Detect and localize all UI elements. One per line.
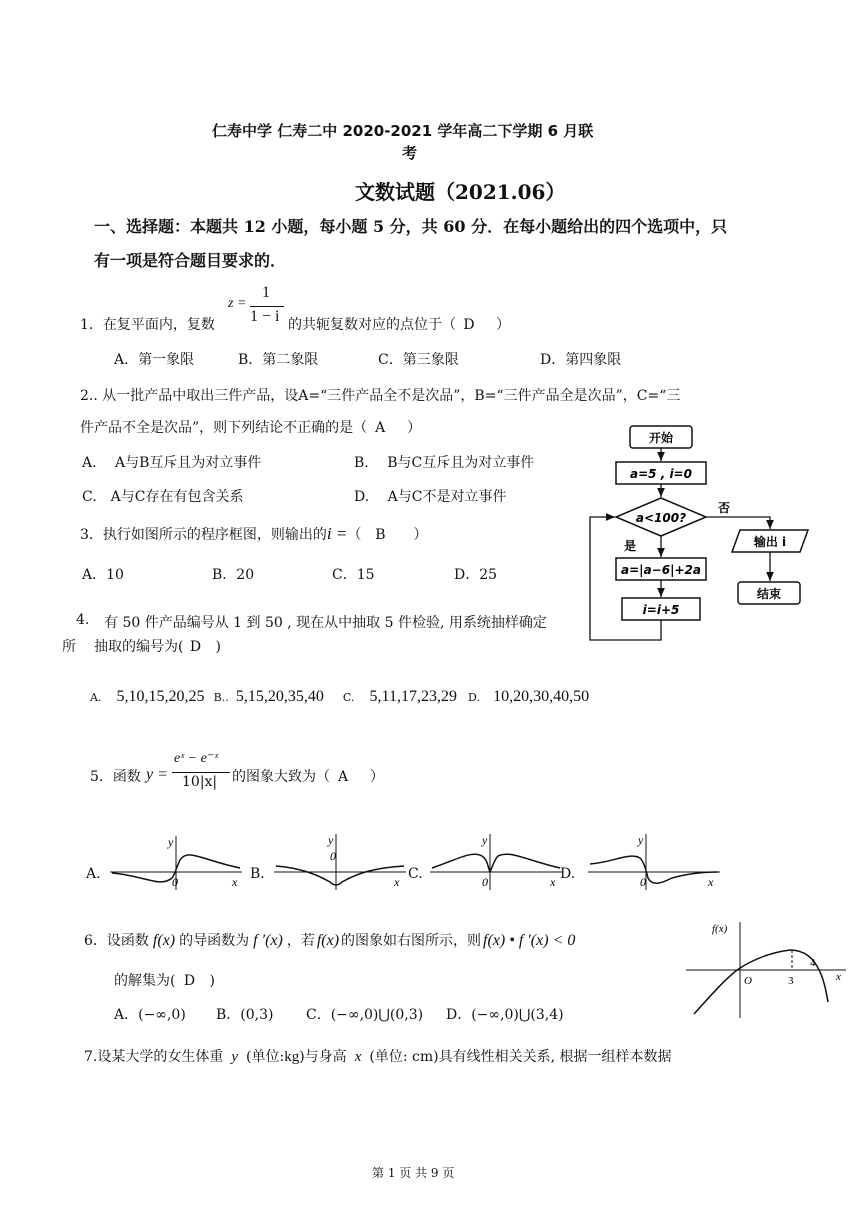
flowchart-start-label: 开始 — [648, 431, 674, 445]
q3-option-a: A．10 — [82, 567, 124, 583]
section-heading-line2: 有一项是符合题目要求的． — [94, 251, 287, 270]
q6-stem: 6．设函数 f(x) 的导函数为 f ′(x) ，若 f(x) 的图象如右图所示，则 f(x) • f ′(x) < 0 — [84, 932, 576, 949]
q4-answer: D — [189, 639, 202, 655]
svg-text:y: y — [168, 835, 174, 849]
q5-option-d-label: D. — [560, 866, 576, 882]
svg-text:y: y — [482, 833, 488, 847]
q2-stem: 2.. 从一批产品中取出三件产品，设A=“三件产品全不是次品”，B=“三件产品全是次品”，C=“三 — [80, 388, 681, 404]
svg-text:f(x): f(x) — [712, 923, 728, 935]
q3-stem: 3．执行如图所示的程序框图，则输出的i =（ B ） — [80, 524, 428, 543]
q3-option-c: C．15 — [332, 567, 375, 583]
flowchart — [580, 418, 840, 650]
q6-option-b: B．(0,3) — [216, 1007, 274, 1023]
q4-number: 4. — [76, 612, 90, 628]
q6-option-d: D．(−∞,0)⋃(3,4) — [446, 1007, 564, 1023]
q6-function-graph — [682, 918, 852, 1022]
section-heading: 一、选择题：本题共 12 小题，每小题 5 分，共 60 分．在每小题给出的四个选项中，只 — [94, 217, 728, 236]
q2-option-d: D. A与C不是对立事件 — [354, 489, 507, 505]
q7-stem: 7.设某大学的女生体重 y (单位:kg)与身高 x (单位: cm)具有线性相关关系, 根据一组样本数据 — [84, 1049, 672, 1065]
q5-graph-d — [584, 828, 724, 894]
q3-option-b: B．20 — [212, 567, 255, 583]
svg-text:x: x — [394, 875, 400, 889]
svg-text:x: x — [708, 875, 714, 889]
q1-answer: D — [463, 317, 475, 333]
q1-formula: z = 1 1 − i — [228, 288, 286, 328]
svg-text:3: 3 — [788, 975, 794, 987]
q5-formula: y = eˣ − e⁻ˣ 10|x| — [146, 752, 232, 796]
svg-text:0: 0 — [640, 875, 646, 889]
q5-graph-c — [426, 828, 566, 894]
svg-text:O: O — [744, 975, 752, 987]
svg-text:x: x — [836, 971, 841, 983]
q6-answer: D — [183, 973, 196, 989]
svg-text:4: 4 — [810, 957, 816, 969]
flowchart-no-label: 否 — [718, 501, 731, 515]
svg-text:y: y — [638, 833, 644, 847]
flowchart-step1-label: a=|a−6|+2a — [621, 563, 701, 577]
q6-stem-line2: 的解集为( D ) — [114, 973, 215, 989]
q1-option-d: D．第四象限 — [540, 352, 622, 368]
q1-stem-post: 的共轭复数对应的点位于（ D ） — [288, 317, 510, 333]
q5-stem-post: 的图象大致为（ A ） — [232, 769, 384, 785]
q1-option-b: B．第二象限 — [238, 352, 319, 368]
q4-options: A. 5,10,15,20,25 B.. 5,15,20,35,40 C. 5,11,17,23,29 D. 10,20,30,40,50 — [90, 688, 590, 705]
svg-text:0: 0 — [172, 875, 178, 889]
flowchart-step2-label: i=i+5 — [642, 603, 680, 617]
q2-option-c: C. A与C存在有包含关系 — [82, 489, 244, 505]
flowchart-init-label: a=5 , i=0 — [630, 467, 692, 481]
exam-subtitle: 文数试题（2021.06） — [355, 180, 566, 204]
q5-option-a-label: A. — [86, 866, 101, 882]
q2-option-b: B. B与C互斥且为对立事件 — [354, 455, 535, 471]
q5-stem: 5．函数 — [90, 769, 141, 785]
svg-text:x: x — [550, 875, 556, 889]
flowchart-end-label: 结束 — [756, 587, 782, 601]
svg-text:x: x — [232, 875, 238, 889]
page-number: 第 1 页 共 9 页 — [372, 1166, 455, 1180]
flowchart-condition-label: a<100? — [635, 511, 687, 525]
q6-option-c: C．(−∞,0)⋃(0,3) — [306, 1007, 424, 1023]
q6-option-a: A．(−∞,0) — [114, 1007, 186, 1023]
exam-title-continued: 考 — [402, 144, 418, 162]
flowchart-yes-label: 是 — [624, 539, 637, 553]
q2-stem-line2: 件产品不全是次品”，则下列结论不正确的是（ A ） — [80, 420, 422, 436]
svg-text:0: 0 — [330, 849, 336, 863]
q1-option-a: A．第一象限 — [114, 352, 195, 368]
flowchart-output-label: 输出 i — [753, 535, 787, 549]
q5-option-c-label: C. — [408, 866, 423, 882]
q2-option-a: A. A与B互斥且为对立事件 — [82, 455, 262, 471]
svg-text:y: y — [328, 833, 334, 847]
q2-answer: A — [375, 420, 386, 436]
q3-answer: B — [375, 527, 386, 543]
q3-option-d: D．25 — [454, 567, 498, 583]
q5-graph-a — [106, 828, 246, 894]
exam-title: 仁寿中学 仁寿二中 2020-2021 学年高二下学期 6 月联 — [212, 122, 594, 140]
svg-text:0: 0 — [482, 875, 488, 889]
q1-option-c: C．第三象限 — [378, 352, 459, 368]
q1-stem: 1．在复平面内，复数 — [80, 317, 215, 333]
q4-stem: 有 50 件产品编号从 1 到 50 , 现在从中抽取 5 件检验, 用系统抽样确定 — [104, 615, 547, 631]
q5-answer: A — [337, 769, 349, 785]
q5-graph-b — [270, 828, 410, 894]
q5-option-b-label: B. — [250, 866, 265, 882]
q4-stem-line2: 所 抽取的编号为( D ) — [62, 639, 221, 655]
